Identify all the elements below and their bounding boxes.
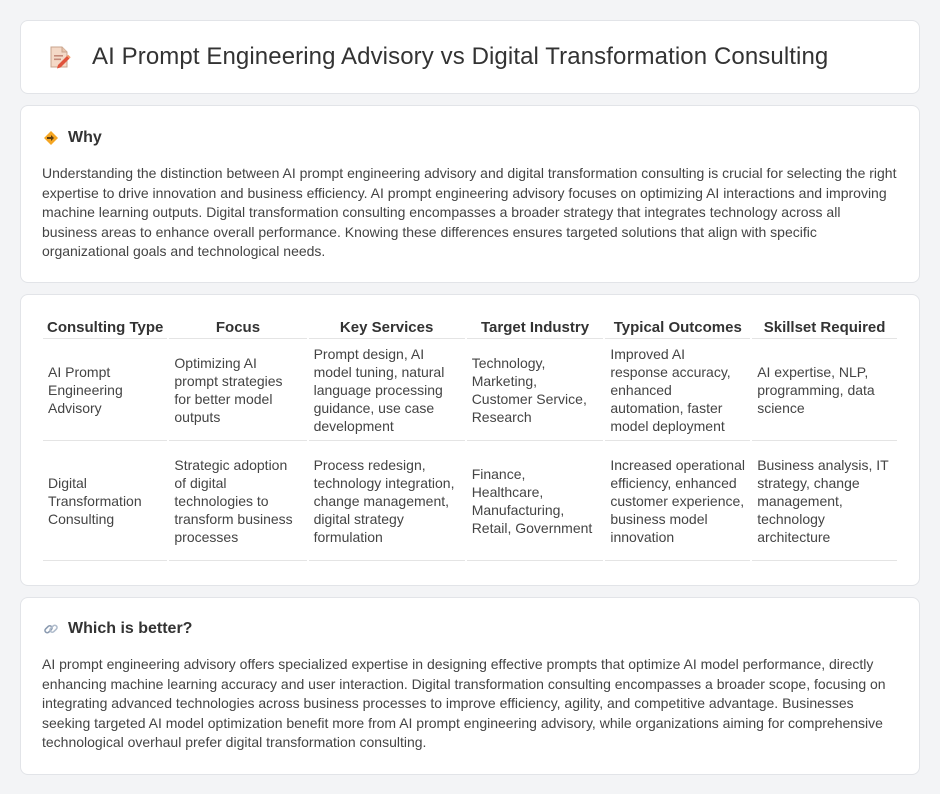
- column-header: Target Industry: [467, 315, 604, 339]
- better-text: AI prompt engineering advisory offers specialized expertise in designing effective prompts that optimize AI model performance, directly enhancing machine learning accuracy and user interaction. Digital transformation consulting encompasses a broader scope, focusing on integrating advanced technologies across business processes to improve efficiency, agility, and competitive advantage. Businesses seeking targeted AI model optimization benefit more from AI prompt engineering advisory, while organizations aiming for comprehensive technological overhaul prefer digital transformation consulting.: [42, 656, 886, 750]
- diamond-sign-icon: [42, 129, 60, 147]
- table-cell: Prompt design, AI model tuning, natural language processing guidance, use case development: [309, 339, 465, 441]
- table-cell: Increased operational efficiency, enhanced customer experience, business model innovation: [605, 441, 750, 561]
- table-cell: Process redesign, technology integration, change management, digital strategy formulation: [309, 441, 465, 561]
- table-cell: Improved AI response accuracy, enhanced automation, faster model deployment: [605, 339, 750, 441]
- table-cell: Technology, Marketing, Customer Service, Research: [467, 339, 604, 441]
- column-header: Key Services: [309, 315, 465, 339]
- why-heading-label: Why: [68, 129, 102, 146]
- table-cell: Finance, Healthcare, Manufacturing, Retail, Government: [467, 441, 604, 561]
- title-card: [20, 20, 920, 94]
- better-heading: [42, 620, 899, 638]
- column-header: Consulting Type: [43, 315, 167, 339]
- link-icon: [42, 620, 60, 638]
- column-header: Focus: [169, 315, 306, 339]
- why-section: [20, 105, 920, 283]
- table-header-row: [43, 315, 897, 339]
- table-row: [43, 441, 897, 561]
- document-pencil-icon: [46, 44, 72, 70]
- why-text: Understanding the distinction between AI prompt engineering advisory and digital transformation consulting is crucial for selecting the right expertise to drive innovation and business efficiency. AI prompt engineering advisory focuses on optimizing AI interactions and improving machine learning outputs. Digital transformation consulting encompasses a broader strategy that integrates technology across all business areas to enhance overall performance. Knowing these differences ensures targeted solutions that align with specific organizational goals and technological needs.: [42, 165, 897, 259]
- column-header: Skillset Required: [752, 315, 897, 339]
- table-cell: AI Prompt Engineering Advisory: [43, 339, 167, 441]
- comparison-table: [41, 315, 899, 561]
- table-cell: Strategic adoption of digital technologies to transform business processes: [169, 441, 306, 561]
- which-is-better-section: [20, 597, 920, 775]
- table-cell: Optimizing AI prompt strategies for better model outputs: [169, 339, 306, 441]
- table-row: [43, 339, 897, 441]
- table-cell: Digital Transformation Consulting: [43, 441, 167, 561]
- column-header: Typical Outcomes: [605, 315, 750, 339]
- table-cell: AI expertise, NLP, programming, data science: [752, 339, 897, 441]
- why-heading: [42, 129, 899, 147]
- table-cell: Business analysis, IT strategy, change management, technology architecture: [752, 441, 897, 561]
- page-title: AI Prompt Engineering Advisory vs Digital Transformation Consulting: [92, 43, 829, 70]
- comparison-table-card: [20, 294, 920, 586]
- better-heading-label: Which is better?: [68, 620, 193, 637]
